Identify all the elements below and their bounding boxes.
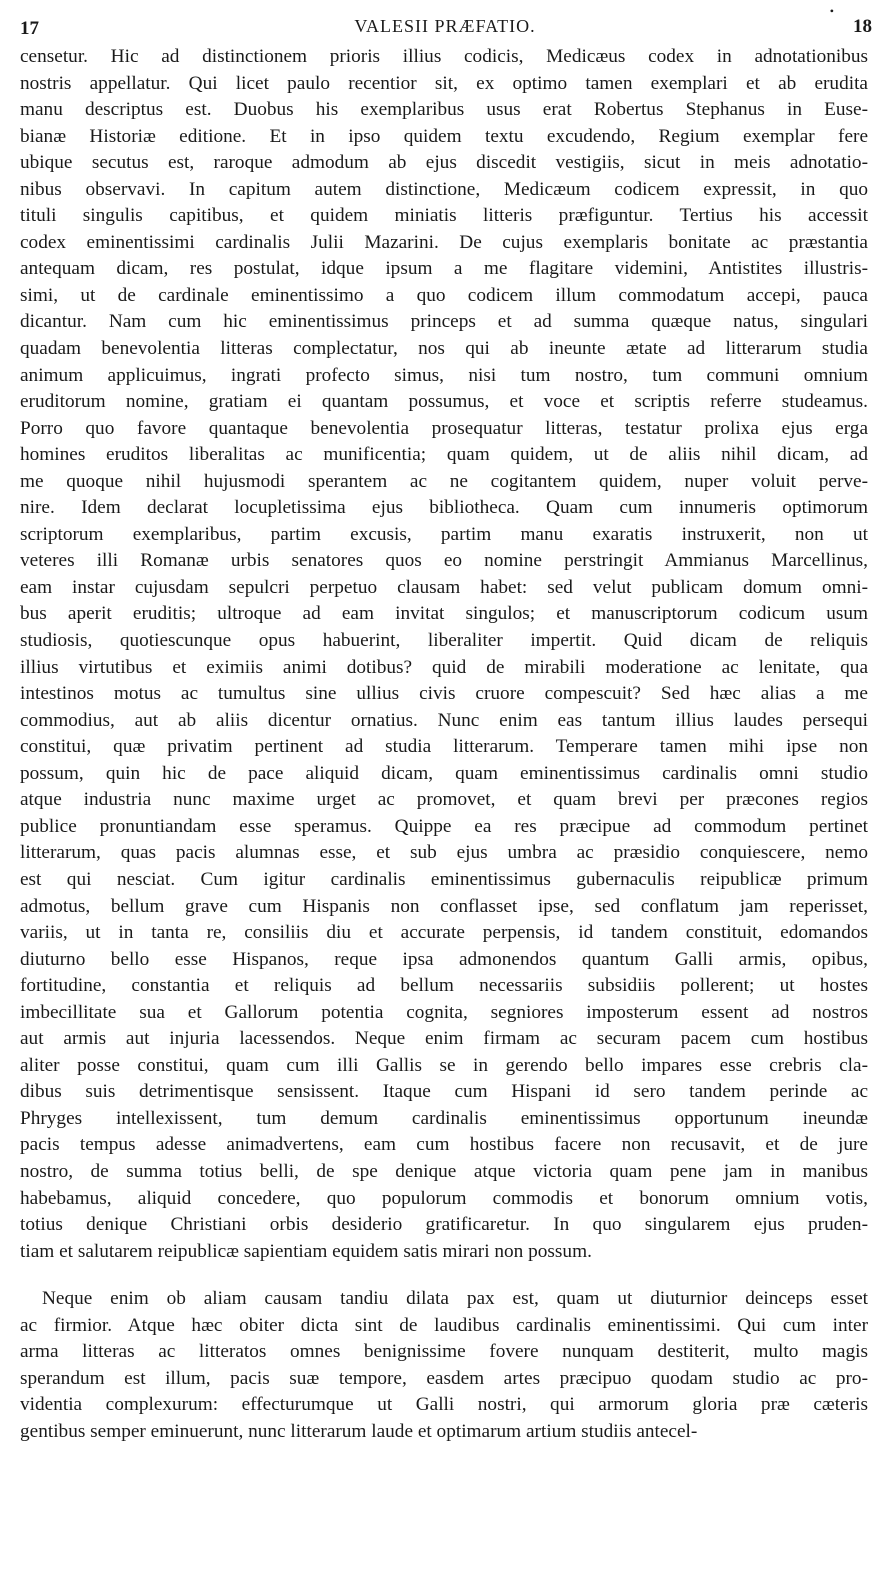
- text-line: fortitudine, constantia et reliquis ad bellum necessariis subsidiis pollerent; ut hostes: [20, 975, 868, 997]
- text-line: aut armis aut injuria lacessendos. Neque enim firmam ac securam pacem cum hostibus: [20, 1028, 868, 1050]
- text-line: me quoque nihil hujusmodi sperantem ac ne cogitantem quidem, nuper voluit perve-: [20, 470, 868, 492]
- text-line: gentibus semper eminuerunt, nunc litterarum laude et optimarum artium studiis antecel-: [20, 1420, 698, 1442]
- text-line: nibus observavi. In capitum autem distinctione, Medicæum codicem expressit, in quo: [20, 178, 868, 200]
- text-line: nostro, de summa totius belli, de spe denique atque victoria quam pene jam in manibus: [20, 1160, 868, 1182]
- text-line: arma litteras ac litteratos omnes benignissime fovere nunquam destiterit, multo magis: [20, 1341, 868, 1363]
- text-line: homines eruditos liberalitas ac munificentia; quam quidem, ut de aliis nihil dicam, ad: [20, 444, 868, 466]
- running-title: VALESII PRÆFATIO.: [354, 16, 536, 36]
- text-line: veteres illi Romanæ urbis senatores quos eo nomine perstringit Ammianus Marcellinus,: [20, 550, 868, 572]
- paragraph-gap: [20, 1265, 868, 1286]
- running-header: [18, 4, 872, 40]
- text-line: possum, quin hic de pace aliquid dicam, quam eminentissimus cardinalis omni studio: [20, 762, 868, 784]
- text-line: Phryges intellexissent, tum demum cardinalis eminentissimus opportunum ineundæ: [20, 1107, 868, 1129]
- printer-mark: •: [829, 4, 834, 18]
- text-line: bianæ Historiæ editione. Et in ipso quidem textu excudendo, Regium exemplar fere: [20, 125, 868, 147]
- text-line: dicantur. Nam cum hic eminentissimus princeps et ad summa quæque natus, singulari: [20, 311, 868, 333]
- text-line: imbecillitate sua et Gallorum potentia cognita, segniores imposterum essent ad nostros: [20, 1001, 868, 1023]
- text-line: habebamus, aliquid concedere, quo populorum commodis et bonorum omnium votis,: [20, 1187, 868, 1209]
- text-line: manu descriptus est. Duobus his exemplaribus usus erat Robertus Stephanus in Euse-: [20, 99, 868, 121]
- text-line: scriptorum exemplaribus, partim excusis, partim manu exaratis instruxerit, non ut: [20, 523, 868, 545]
- text-line: ac firmior. Atque hæc obiter dicta sint de laudibus cardinalis eminentissimi. Qui cum inter: [20, 1314, 868, 1336]
- text-body: [20, 44, 868, 1445]
- text-line: animum applicuimus, ingrati profecto simus, nisi tum nostro, tum communi omnium: [20, 364, 868, 386]
- page-number-right: 18: [853, 16, 872, 37]
- text-line: antequam dicam, res postulat, idque ipsum a me flagitare videmini, Antistites illustris-: [20, 258, 868, 280]
- text-line: intestinos motus ac tumultus sine ullius civis cruore compescuit? Sed hæc alias a me: [20, 683, 868, 705]
- text-line: commodius, aut ab aliis dicentur ornatius. Nunc enim eas tantum illius laudes persequi: [20, 709, 868, 731]
- text-line: variis, ut in tanta re, consiliis diu et accurate perpensis, id tandem constituit, edomandos: [20, 922, 868, 944]
- text-line: constitui, quæ privatim pertinent ad studia litterarum. Temperare tamen mihi ipse non: [20, 736, 868, 758]
- text-line: eruditorum nomine, gratiam ei quantam possumus, et voce et scriptis referre studeamus.: [20, 391, 868, 413]
- text-line: videntia complexurum: effecturumque ut Galli nostri, qui armorum gloria præ cæteris: [20, 1394, 868, 1416]
- text-line: nostris appellatur. Qui licet paulo recentior sit, ex optimo tamen exemplari et ab erudita: [20, 72, 868, 94]
- text-line: simi, ut de cardinale eminentissimo a quo codicem illum commodatum accepi, pauca: [20, 284, 868, 306]
- text-line: ubique secutus est, raroque admodum ab ejus discedit vestigiis, sicut in meis adnotatio-: [20, 152, 868, 174]
- text-line: est qui nesciat. Cum igitur cardinalis eminentissimus gubernaculis reipublicæ primum: [20, 868, 868, 890]
- text-line: diuturno bello esse Hispanos, reque ipsa admonendos quantum Galli armis, opibus,: [20, 948, 868, 970]
- text-line: bus aperit eruditis; ultroque ad eam invitat singulos; et manuscriptorum codicum usum: [20, 603, 868, 625]
- text-line: totius denique Christiani orbis desiderio gratificaretur. In quo singularem ejus pruden-: [20, 1214, 868, 1236]
- text-line: admotus, bellum grave cum Hispanis non conflasset ipse, sed conflatum jam reperisset,: [20, 895, 868, 917]
- text-line: illius virtutibus et eximiis animi dotibus? quid de mirabili moderatione ac lenitate, qua: [20, 656, 868, 678]
- text-line: censetur. Hic ad distinctionem prioris illius codicis, Medicæus codex in adnotationibus: [20, 46, 868, 67]
- text-line: quadam benevolentia litteras complectatur, nos qui ab ineunte ætate ad litterarum studia: [20, 338, 868, 360]
- paragraph-2: [20, 1286, 868, 1445]
- text-line: codex eminentissimi cardinalis Julii Mazarini. De cujus exemplaris bonitate ac præstantia: [20, 231, 868, 253]
- text-line: tiam et salutarem reipublicæ sapientiam equidem satis mirari non possum.: [20, 1240, 592, 1262]
- text-line: studiosis, quotiescunque opus habuerint, liberaliter impertit. Quid dicam de reliquis: [20, 630, 868, 652]
- text-line: Neque enim ob aliam causam tandiu dilata pax est, quam ut diuturnior deinceps esset: [42, 1288, 868, 1310]
- text-line: sperandum est illum, pacis suæ tempore, easdem artes præcipuo quodam studio ac pro-: [20, 1367, 868, 1389]
- text-line: eam instar cujusdam sepulcri perpetuo clausam habet: sed velut publicam domum omni-: [20, 576, 868, 598]
- text-line: pacis tempus adesse animadvertens, eam cum hostibus facere non recusavit, et de jure: [20, 1134, 868, 1156]
- text-line: nire. Idem declarat locupletissima ejus bibliotheca. Quam cum innumeris optimorum: [20, 497, 868, 519]
- text-line: litterarum, quas pacis alumnas esse, et sub ejus umbra ac præsidio conquiescere, nemo: [20, 842, 868, 864]
- text-line: dibus suis detrimentisque sensissent. Itaque cum Hispani id sero tandem perinde ac: [20, 1081, 868, 1103]
- text-line: atque industria nunc maxime urget ac promovet, et quam brevi per præcones regios: [20, 789, 868, 811]
- text-line: publice pronuntiandam esse speramus. Quippe ea res præcipue ad commodum pertinet: [20, 815, 868, 837]
- paragraph-1: [20, 44, 868, 1265]
- text-line: tituli singulis capitibus, et quidem miniatis litteris præfiguntur. Tertius his accessit: [20, 205, 868, 227]
- text-line: aliter posse constitui, quam cum illi Gallis se in gerendo bello impares esse crebris cla-: [20, 1054, 868, 1076]
- page-number-left: 17: [20, 18, 39, 39]
- text-line: Porro quo favore quantaque benevolentia prosequatur litteras, testatur prolixa ejus erga: [20, 417, 868, 439]
